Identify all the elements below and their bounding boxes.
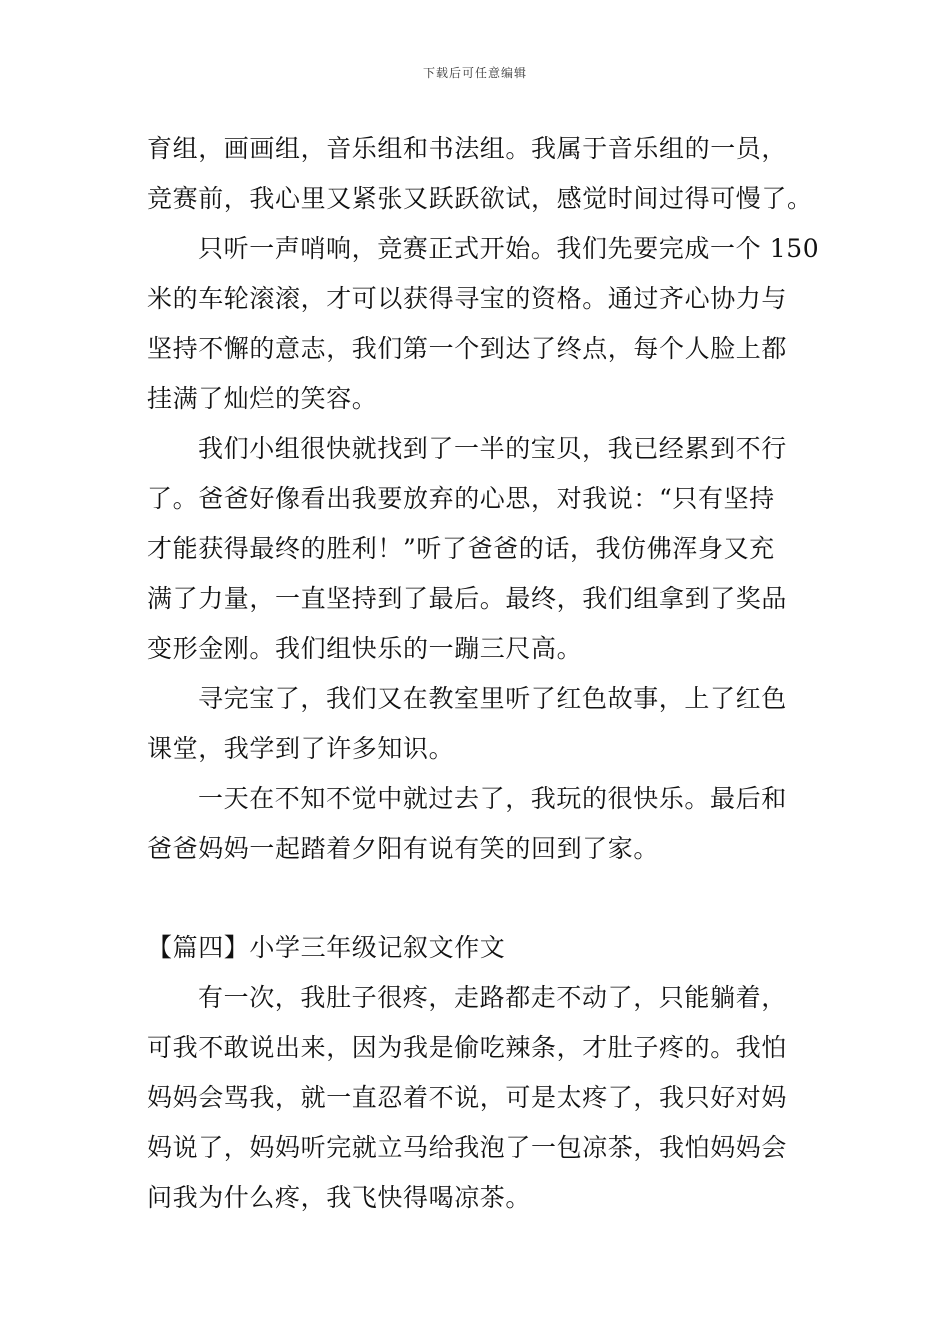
text-line: 可我不敢说出来，因为我是偷吃辣条，才肚子疼的。我怕 (147, 1033, 788, 1062)
paragraph-start-line: 寻完宝了，我们又在教室里听了红色故事，上了红色 (198, 684, 787, 713)
text-line: 竞赛前，我心里又紧张又跃跃欲试，感觉时间过得可慢了。 (147, 184, 813, 213)
text-line: 妈妈会骂我，就一直忍着不说，可是太疼了，我只好对妈 (147, 1083, 788, 1112)
paragraph-start-line: 我们小组很快就找到了一半的宝贝，我已经累到不行 (198, 434, 787, 463)
text-line: 妈说了，妈妈听完就立马给我泡了一包凉茶，我怕妈妈会 (147, 1133, 788, 1162)
text-line: 问我为什么疼，我飞快得喝凉茶。 (147, 1183, 532, 1212)
section-title: 【篇四】小学三年级记叙文作文 (147, 933, 506, 962)
paragraph-start-line: 只听一声哨响，竞赛正式开始。我们先要完成一个 150 (198, 234, 820, 263)
text-line: 了。爸爸好像看出我要放弃的心思，对我说：“只有坚持 (147, 484, 775, 513)
article-body (147, 124, 820, 1223)
page-header: 下载后可任意编辑 (422, 66, 527, 80)
paragraph-start-line: 有一次，我肚子很疼，走路都走不动了，只能躺着， (198, 983, 787, 1012)
text-line: 课堂，我学到了许多知识。 (147, 734, 455, 763)
text-line: 变形金刚。我们组快乐的一蹦三尺高。 (147, 634, 583, 663)
text-line: 育组，画画组，音乐组和书法组。我属于音乐组的一员， (147, 134, 788, 163)
text-line: 才能获得最终的胜利！”听了爸爸的话，我仿佛浑身又充 (147, 534, 775, 563)
paragraph-start-line: 一天在不知不觉中就过去了，我玩的很快乐。最后和 (198, 784, 787, 813)
text-line: 满了力量，一直坚持到了最后。最终，我们组拿到了奖品 (147, 584, 788, 613)
text-line: 挂满了灿烂的笑容。 (147, 384, 378, 413)
text-line: 坚持不懈的意志，我们第一个到达了终点，每个人脸上都 (147, 334, 788, 363)
section-gap (147, 874, 812, 923)
text-line: 爸爸妈妈一起踏着夕阳有说有笑的回到了家。 (147, 834, 660, 863)
text-line: 米的车轮滚滚，才可以获得寻宝的资格。通过齐心协力与 (147, 284, 788, 313)
